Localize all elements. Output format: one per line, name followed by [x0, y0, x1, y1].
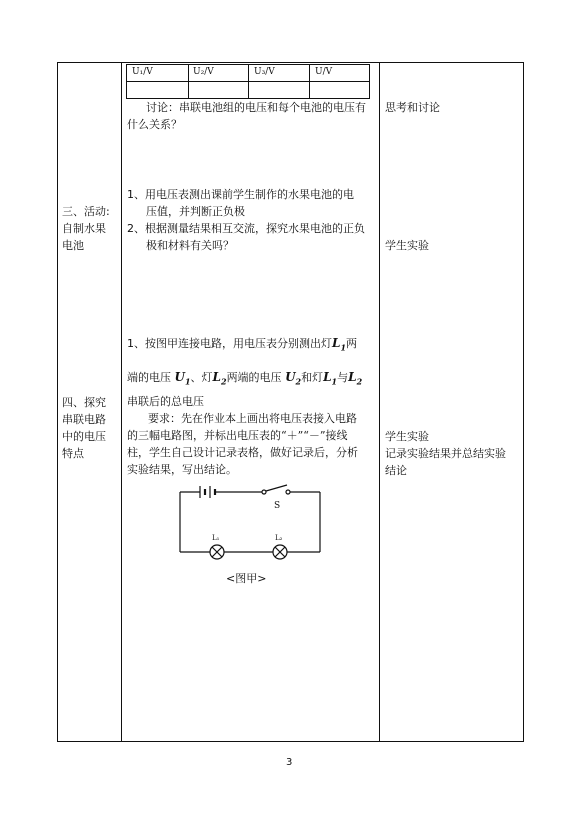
vt-v2 [248, 64, 249, 99]
vt-header-u: U/V [315, 67, 333, 77]
switch-label: S [274, 501, 281, 511]
table-col-divider-2 [379, 62, 380, 742]
series-item-line-1 [127, 335, 357, 355]
table-border-top [57, 62, 524, 63]
series-item-line-1-end: 两 [346, 337, 358, 350]
student-activity-discuss: 思考和讨论 [385, 101, 440, 114]
series-text-e: 与 [337, 371, 349, 384]
vt-header-u3: U₃/V [254, 67, 275, 77]
series-text-a: 端的电压 [127, 371, 171, 384]
switch-contact-1 [262, 490, 266, 494]
fruit-item-2b: 极和材料有关吗？ [146, 239, 234, 252]
requirement-line-4: 实验结果，写出结论。 [127, 463, 237, 476]
switch-contact-2 [286, 490, 290, 494]
fruit-item-1b: 压值，并判断正负极 [146, 205, 245, 218]
phase-3-line-2: 自制水果 [62, 222, 106, 235]
symbol-U1: $U_1$ [174, 370, 191, 387]
table-border-right [523, 62, 524, 742]
phase-3-line-1: 三、活动: [62, 205, 110, 218]
phase-3-line-3: 电池 [62, 239, 84, 252]
requirement-line-3: 柱，学生自己设计记录表格，做好记录后，分析 [127, 446, 358, 459]
discussion-line-1: 讨论：串联电池组的电压和每个电池的电压有 [146, 101, 366, 114]
switch-blade [266, 485, 287, 491]
requirement-line-2: 的三幅电路图，并标出电压表的“＋”“－”接线 [127, 429, 348, 442]
symbol-L2: $L_2$ [212, 370, 227, 387]
phase-4-line-2: 串联电路 [62, 413, 106, 426]
table-border-left [57, 62, 58, 742]
fruit-item-1a: 1、用电压表测出课前学生制作的水果电池的电 [127, 188, 354, 201]
page-number: 3 [286, 757, 293, 768]
series-text-c: 两端的电压 [226, 371, 282, 384]
phase-4-line-1: 四、探究 [62, 396, 106, 409]
student-activity-conclusion: 结论 [385, 464, 407, 477]
figure-caption: <图甲> [226, 572, 267, 585]
vt-header-u2: U₂/V [193, 67, 214, 77]
vt-header-u1: U₁/V [132, 67, 153, 77]
symbol-U2: $U_2$ [285, 370, 302, 387]
series-item-line-1-text: 1、按图甲连接电路，用电压表分别测出灯 [127, 337, 332, 350]
discussion-line-2: 什么关系？ [127, 118, 182, 131]
series-item-line-2 [127, 369, 362, 389]
student-activity-record: 记录实验结果并总结实验 [385, 447, 506, 460]
symbol-L1: $L_1$ [332, 336, 347, 353]
vt-v1 [188, 64, 189, 99]
vt-v3 [309, 64, 310, 99]
series-text-b: 、灯 [190, 371, 213, 384]
lamp-2-label: L₂ [275, 534, 283, 542]
student-activity-experiment-2: 学生实验 [385, 430, 429, 443]
circuit-diagram [170, 482, 330, 572]
lamp-1-label: L₁ [212, 534, 220, 542]
phase-4-line-3: 中的电压 [62, 430, 106, 443]
vt-v4 [369, 64, 370, 99]
requirement-line-1: 要求：先在作业本上画出将电压表接入电路 [148, 412, 357, 425]
symbol-L2-b: $L_2$ [348, 370, 363, 387]
table-border-bottom [57, 741, 524, 742]
fruit-item-2a: 2、根据测量结果相互交流，探究水果电池的正负 [127, 222, 365, 235]
series-item-line-3: 串联后的总电压 [127, 395, 204, 408]
symbol-L1-b: $L_1$ [323, 370, 338, 387]
vt-v0 [126, 64, 127, 99]
phase-4-line-4: 特点 [62, 447, 84, 460]
series-text-d: 和灯 [301, 371, 324, 384]
student-activity-experiment-1: 学生实验 [385, 239, 429, 252]
table-col-divider-1 [121, 62, 122, 742]
